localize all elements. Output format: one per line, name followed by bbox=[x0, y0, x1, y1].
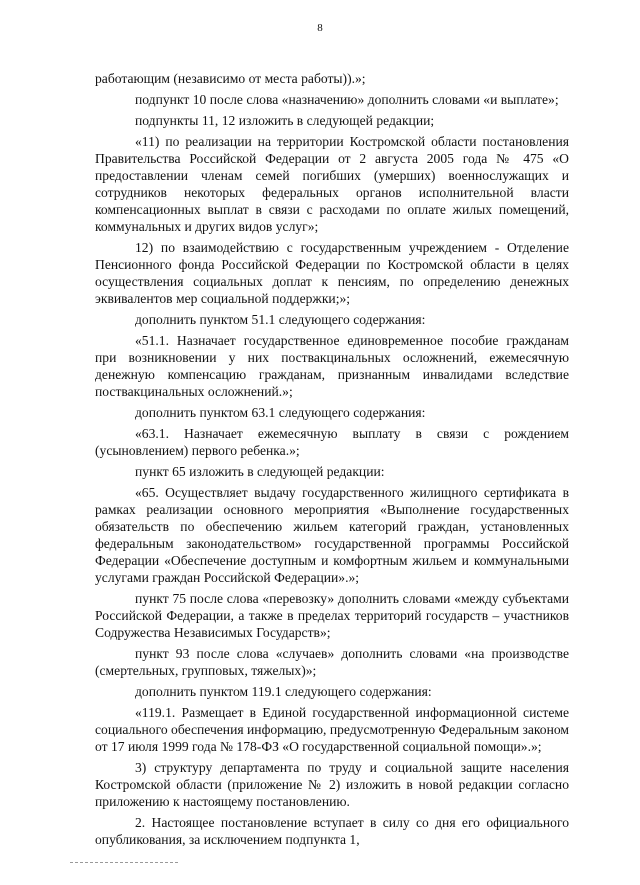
paragraph: дополнить пунктом 119.1 следующего содержания: bbox=[135, 684, 432, 699]
document-body bbox=[95, 70, 569, 852]
paragraph: дополнить пунктом 51.1 следующего содержания: bbox=[135, 312, 426, 327]
paragraph: работающим (независимо от места работы)).»; bbox=[95, 71, 366, 86]
paragraph: пункт 75 после слова «перевозку» дополнить словами «между субъектами Российской Федерации, а также в пределах территорий государств – участников Содружества Независимых Государств»; bbox=[95, 591, 569, 640]
paragraph: «63.1. Назначает ежемесячную выплату в связи с рождением (усыновлением) первого ребенка.»; bbox=[95, 426, 569, 458]
scan-artifact-line bbox=[70, 862, 180, 863]
paragraph: «51.1. Назначает государственное единовременное пособие гражданам при возникновении у них поствакцинальных осложнений, ежемесячную денежную компенсацию гражданам, признанным инвалидами вследствие поствакцинальных осложнений.»; bbox=[95, 333, 569, 399]
paragraph: 12) по взаимодействию с государственным учреждением - Отделение Пенсионного фонда Российской Федерации по Костромской области в целях осуществления социальных доплат к пенсиям, по определению денежных эквивалентов мер социальной поддержки;»; bbox=[95, 240, 569, 306]
paragraph: «11) по реализации на территории Костромской области постановления Правительства Российской Федерации от 2 августа 2005 года № 475 «О предоставлении членам семей погибших (умерших) военнослужащих и сотрудников некоторых федеральных органов исполнительной власти компенсационных выплат в связи с расходами по оплате жилых помещений, коммунальных и других видов услуг»; bbox=[95, 134, 569, 234]
paragraph: дополнить пунктом 63.1 следующего содержания: bbox=[135, 405, 426, 420]
paragraph: 2. Настоящее постановление вступает в силу со дня его официального опубликования, за исключением подпункта 1, bbox=[95, 815, 569, 847]
paragraph: 3) структуру департамента по труду и социальной защите населения Костромской области (приложение № 2) изложить в новой редакции согласно приложению к настоящему постановлению. bbox=[95, 760, 569, 809]
paragraph: пункт 65 изложить в следующей редакции: bbox=[135, 464, 385, 479]
paragraph: «65. Осуществляет выдачу государственного жилищного сертификата в рамках реализации основного мероприятия «Выполнение государственных обязательств по обеспечению жильем категорий граждан, установленных федеральным законодательством» государственной программы Российской Федерации «Обеспечение доступным и комфортным жильем и коммунальными услугами граждан Российской Федерации».»; bbox=[95, 485, 569, 585]
page-number: 8 bbox=[317, 22, 323, 34]
paragraph: подпункты 11, 12 изложить в следующей редакции; bbox=[135, 113, 435, 128]
paragraph: подпункт 10 после слова «назначению» дополнить словами «и выплате»; bbox=[135, 92, 559, 107]
paragraph: пункт 93 после слова «случаев» дополнить словами «на производстве (смертельных, групповых, тяжелых)»; bbox=[95, 646, 569, 678]
paragraph: «119.1. Размещает в Единой государственной информационной системе социального обеспечения информацию, предусмотренную Федеральным законом от 17 июля 1999 года № 178-ФЗ «О государственной социальной помощи».»; bbox=[95, 705, 569, 754]
